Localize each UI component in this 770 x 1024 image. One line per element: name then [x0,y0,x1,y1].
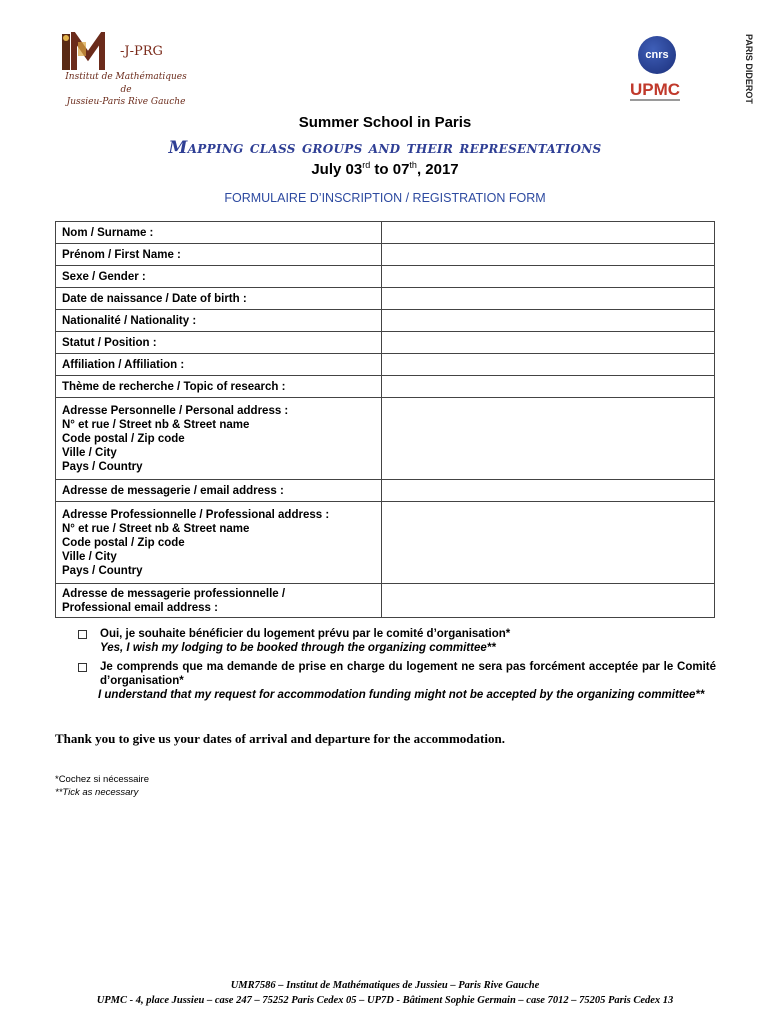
field-label: Statut / Position : [56,332,382,354]
field-label: Thème de recherche / Topic of research : [56,376,382,398]
field-label: Adresse Professionnelle / Professional address : [62,508,330,521]
form-row [56,244,715,266]
lodging-checkbox[interactable] [78,630,87,639]
professional-email-field[interactable] [381,584,714,618]
professional-email-label [56,584,382,618]
research-topic-field[interactable] [381,376,714,398]
imj-logo-line-3: Jussieu-Paris Rive Gauche [66,97,186,107]
field-label: N° et rue / Street nb & Street name [62,522,250,535]
form-row [56,584,715,618]
thanks-note: Thank you to give us your dates of arrival and departure for the accommodation. [55,731,505,746]
upmc-logo: UPMC [630,80,681,99]
imj-logo-mark [60,32,120,72]
nationality-field[interactable] [381,310,714,332]
paris-diderot-text: PARIS DIDEROT [744,34,754,104]
field-label: Affiliation / Affiliation : [56,354,382,376]
event-dates [0,160,770,178]
form-row [56,502,715,584]
imj-logo-jprg: -J-PRG [120,44,163,59]
field-label: Prénom / First Name : [56,244,382,266]
partner-logos [628,32,754,106]
dates-sup-2: th [409,160,417,170]
field-label: Pays / Country [62,564,143,577]
personal-address-label [56,398,382,480]
form-row [56,480,715,502]
field-label: Date de naissance / Date of birth : [56,288,382,310]
event-name: Summer School in Paris [298,114,472,131]
form-row [56,266,715,288]
field-label: Ville / City [62,446,117,459]
personal-address-field[interactable] [381,398,714,480]
lodging-label-en: Yes, I wish my lodging to be booked through the organizing committee** [100,642,496,654]
imj-prg-logo [56,30,196,112]
dates-suffix: , 2017 [416,161,459,178]
gender-field[interactable] [381,266,714,288]
field-label: Adresse de messagerie professionnelle / [62,587,286,600]
field-label: Adresse Personnelle / Personal address : [62,404,289,417]
footer-line-1: UMR7586 – Institut de Mathématiques de Jussieu – Paris Rive Gauche [230,980,540,991]
form-row [56,398,715,480]
affiliation-field[interactable] [381,354,714,376]
footnotes [55,773,149,799]
form-row [56,222,715,244]
form-row [56,354,715,376]
field-label: Code postal / Zip code [62,432,185,445]
funding-label-en: I understand that my request for accommodation funding might not be accepted by the organizing committee** [98,689,705,701]
form-row [56,376,715,398]
form-title: FORMULAIRE D’INSCRIPTION / REGISTRATION FORM [224,191,546,205]
professional-address-label [56,502,382,584]
imj-logo-line-1: Institut de Mathématiques [65,72,187,82]
field-label: Nom / Surname : [56,222,382,244]
field-label: Ville / City [62,550,117,563]
dates-mid: to 07 [370,161,410,178]
field-label: Sexe / Gender : [56,266,382,288]
lodging-label-fr: Oui, je souhaite bénéficier du logement prévu par le comité d’organisation* [100,628,511,640]
position-field[interactable] [381,332,714,354]
footer-line-2: UPMC - 4, place Jussieu – case 247 – 75252 Paris Cedex 05 – UP7D - Bâtiment Sophie Germain – case 7012 – 75205 Paris Cedex 13 [96,995,674,1006]
field-label: Code postal / Zip code [62,536,185,549]
funding-label-fr: Je comprends que ma demande de prise en charge du logement ne sera pas forcément acceptée par le Comité [100,661,716,673]
form-row [56,332,715,354]
dates-prefix: July 03 [311,161,363,178]
funding-label-fr-cont: d’organisation* [100,675,184,687]
date-of-birth-field[interactable] [381,288,714,310]
email-field[interactable] [381,480,714,502]
first-name-field[interactable] [381,244,714,266]
school-title: Mapping class groups and their representations [168,138,602,158]
imj-logo-line-2: de [120,85,132,95]
registration-table [55,221,715,618]
footnote-en: **Tick as necessary [55,787,139,798]
form-row [56,288,715,310]
professional-address-field[interactable] [381,502,714,584]
field-label: Professional email address : [62,601,218,614]
cnrs-logo: cnrs [638,36,676,74]
form-row [56,310,715,332]
upmc-logo-underline [630,99,680,101]
funding-checkbox[interactable] [78,663,87,672]
paris-diderot-logo [684,34,754,104]
field-label: Nationalité / Nationality : [56,310,382,332]
field-label: N° et rue / Street nb & Street name [62,418,250,431]
footnote-fr: *Cochez si nécessaire [55,774,149,785]
field-label: Adresse de messagerie / email address : [56,480,382,502]
field-label: Pays / Country [62,460,143,473]
surname-field[interactable] [381,222,714,244]
dates-sup-1: rd [362,160,371,170]
